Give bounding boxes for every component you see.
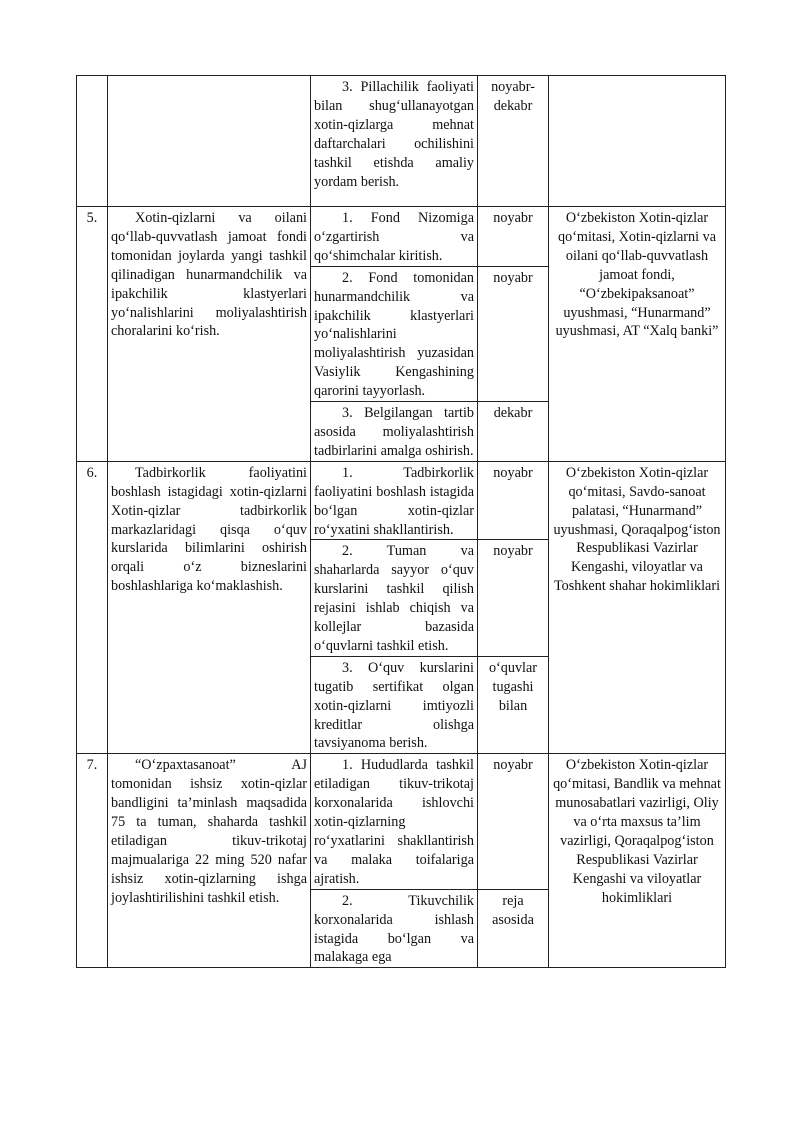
action-text: 3. O‘quv kurslarini tugatib sertifikat olgan xotin-qizlarni imtiyozli kreditlar olishga tavsiyanoma berish. [311,656,478,754]
action-date: noyabr [478,266,549,401]
table-row [77,461,726,540]
action-text: 1. Tadbirkorlik faoliyatini boshlash istagida bo‘lgan xotin-qizlar ro‘yxatini shakllantirish. [311,461,478,540]
action-text: 1. Hududlarda tashkil etiladigan tikuv-trikotaj korxonalarida ishlovchi xotin-qizlarning ro‘yxatlarini shakllantirish va malaka toifalariga ajratish. [311,754,478,889]
action-date: reja asosida [478,889,549,968]
action-text: 1. Fond Nizomiga o‘zgartirish va qo‘shimchalar kiritish. [311,207,478,267]
action-text: 2. Tuman va shaharlarda sayyor o‘quv kurslarini tashkil qilish rejasini ishlab chiqish va kollejlar bazasida o‘quvlarni tashkil etish. [311,540,478,656]
responsible-text: O‘zbekiston Xotin-qizlar qo‘mitasi, Savdo-sanoat palatasi, “Hunarmand” uyushmasi, Qoraqalpog‘iston Respublikasi Vazirlar Kengashi, viloyatlar va Toshkent shahar hokimliklari [549,461,726,754]
row-number: 7. [77,754,108,968]
action-date: noyabr [478,207,549,267]
row-number [77,76,108,207]
action-text: 2. Fond tomonidan hunarmandchilik va ipakchilik klastyerlari yo‘nalishlarini moliyalashtirish yuzasidan Vasiylik Kengashining qarorini tayyorlash. [311,266,478,401]
table-row [77,76,726,207]
row-number: 5. [77,207,108,462]
action-date: noyabr [478,754,549,889]
action-date: o‘quvlar tugashi bilan [478,656,549,754]
task-text: “O‘zpaxtasanoat” AJ tomonidan ishsiz xotin-qizlar bandligini ta’minlash maqsadida 75 ta tuman, shaharda tashkil etiladigan tikuv-trikotaj majmualariga 22 ming 520 nafar ishsiz xotin-qizlarning ishga joylashtirilishini tashkil etish. [108,754,311,968]
responsible-text [549,76,726,207]
action-text: 3. Pillachilik faoliyati bilan shug‘ullanayotgan xotin-qizlarga mehnat daftarchalari ochilishini tashkil etishda amaliy yordam berish. [311,76,478,207]
table-row [77,207,726,267]
task-text: Xotin-qizlarni va oilani qo‘llab-quvvatlash jamoat fondi tomonidan joylarda yangi tashkil qilinadigan hunarmandchilik va ipakchilik klastyerlari yo‘nalishlarini moliyalashtirish choralarini ko‘rish. [108,207,311,462]
task-text: Tadbirkorlik faoliyatini boshlash istagidagi xotin-qizlarni Xotin-qizlar tadbirkorlik markazlaridagi qisqa o‘quv kurslarida bilimlarini oshirish orqali o‘z bizneslarini boshlashlariga ko‘maklashish. [108,461,311,754]
row-number: 6. [77,461,108,754]
task-text [108,76,311,207]
action-date: noyabr [478,461,549,540]
table-row [77,754,726,889]
responsible-text: O‘zbekiston Xotin-qizlar qo‘mitasi, Bandlik va mehnat munosabatlari vazirligi, Oliy va o‘rta maxsus ta’lim vazirligi, Qoraqalpog‘iston Respublikasi Vazirlar Kengashi va viloyatlar hokimliklari [549,754,726,968]
action-date: noyabr-dekabr [478,76,549,207]
action-date: dekabr [478,402,549,462]
responsible-text: O‘zbekiston Xotin-qizlar qo‘mitasi, Xotin-qizlarni va oilani qo‘llab-quvvatlash jamoat fondi, “O‘zbekipaksanoat” uyushmasi, “Hunarmand” uyushmasi, AT “Xalq banki” [549,207,726,462]
action-text: 3. Belgilangan tartib asosida moliyalashtirish tadbirlarini amalga oshirish. [311,402,478,462]
action-plan-table [76,75,726,968]
action-date: noyabr [478,540,549,656]
action-text: 2. Tikuvchilik korxonalarida ishlash istagida bo‘lgan va malakaga ega [311,889,478,968]
